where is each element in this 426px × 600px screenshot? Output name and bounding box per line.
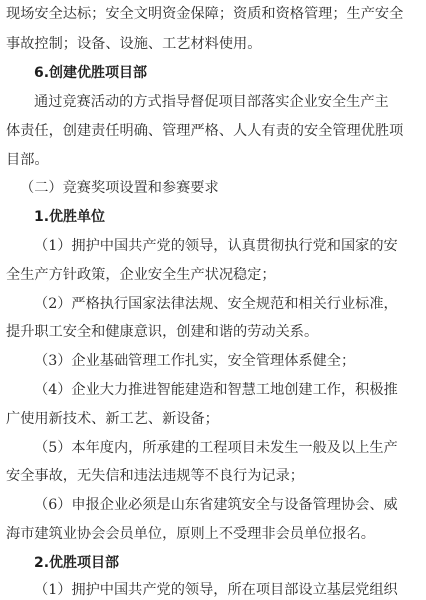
text-line: （4）企业大力推进智能建造和智慧工地创建工作，积极推 [34, 382, 398, 398]
subsection-heading: （二）竞赛奖项设置和参赛要求 [20, 180, 219, 196]
text-line: 全生产方针政策，企业安全生产状况稳定； [6, 267, 276, 283]
text-line: 安全事故，无失信和违法违规等不良行为记录； [6, 468, 304, 484]
text-line: 广使用新技术、新工艺、新设备； [6, 411, 219, 427]
text-line: 体责任，创建责任明确、管理严格、人人有责的安全管理优胜项 [6, 123, 404, 139]
text-line: （1）拥护中国共产党的领导，认真贯彻执行党和国家的安 [34, 238, 398, 254]
text-line: 海市建筑业协会会员单位，原则上不受理非会员单位报名。 [6, 526, 375, 542]
text-line: 目部。 [6, 152, 49, 168]
text-line: （2）严格执行国家法律法规、安全规范和相关行业标准， [34, 296, 398, 312]
text-line: （5）本年度内，所承建的工程项目未发生一般及以上生产 [34, 440, 398, 456]
section-heading: 1.优胜单位 [34, 209, 106, 225]
text-line: 事故控制；设备、设施、工艺材料使用。 [6, 36, 262, 52]
text-line: 提升职工安全和健康意识，创建和谐的劳动关系。 [6, 324, 319, 340]
section-heading: 6.创建优胜项目部 [34, 65, 148, 81]
text-line: （6）申报企业必须是山东省建筑安全与设备管理协会、威 [34, 497, 398, 513]
text-line: （3）企业基础管理工作扎实，安全管理体系健全； [34, 353, 356, 369]
section-heading: 2.优胜项目部 [34, 555, 120, 571]
text-line: 通过竞赛活动的方式指导督促项目部落实企业安全生产主 [34, 94, 389, 110]
text-line: （1）拥护中国共产党的领导，所在项目部设立基层党组织 [34, 582, 398, 598]
text-line: 现场安全达标；安全文明资金保障；资质和资格管理；生产安全 [6, 6, 404, 22]
